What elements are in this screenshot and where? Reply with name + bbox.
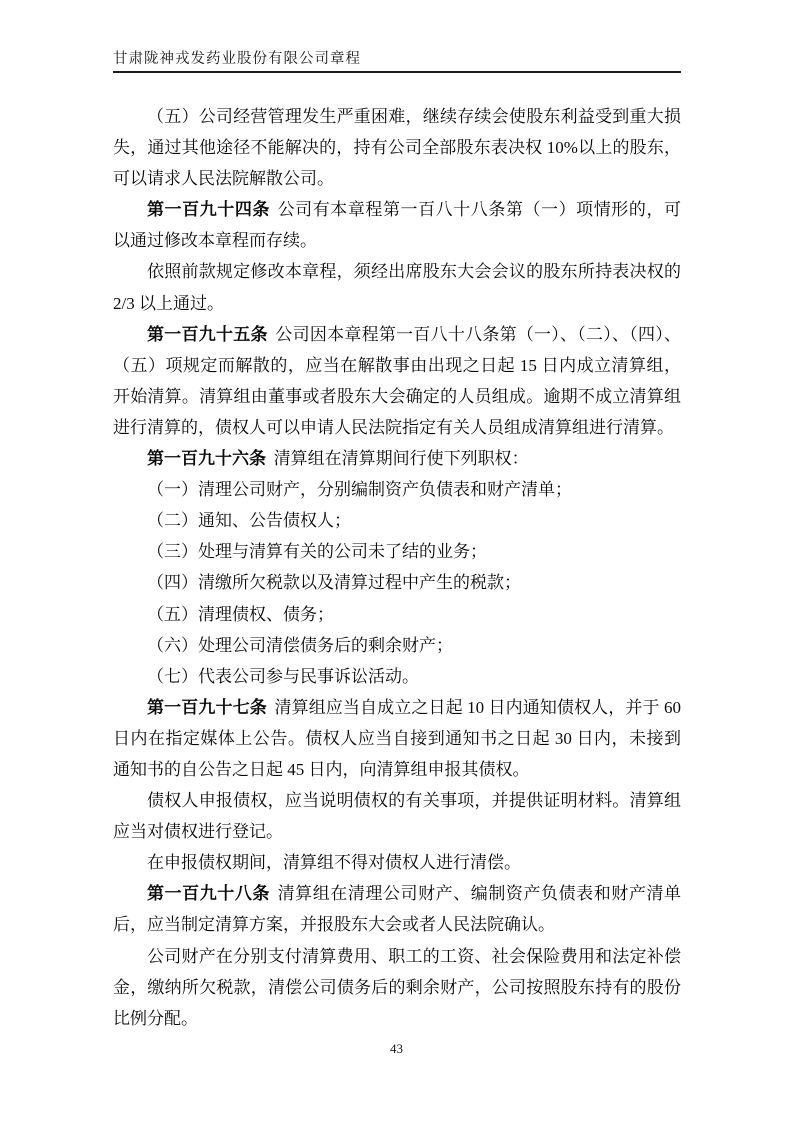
paragraph-text: （四）清缴所欠税款以及清算过程中产生的税款； <box>147 573 521 593</box>
article-number: 第一百九十七条 <box>147 697 267 717</box>
paragraph-text: （六）处理公司清偿债务后的剩余财产； <box>147 635 453 655</box>
paragraph <box>113 941 681 1034</box>
paragraph <box>113 101 681 194</box>
paragraph <box>113 878 681 940</box>
article-number: 第一百九十四条 <box>147 200 270 220</box>
paragraph-text: 清算组在清理公司财产、编制资产负债表和财产清单后，应当制定清算方案，并报股东大会或者人民法院确认。 <box>113 884 682 935</box>
paragraph-text: （五）清理债权、债务； <box>147 604 334 624</box>
article-number: 第一百九十六条 <box>147 449 266 469</box>
paragraph-text: 清算组在清算期间行使下列职权： <box>273 449 529 469</box>
page-header <box>113 0 681 73</box>
paragraph-text: 公司有本章程第一百八十八条第（一）项情形的，可以通过修改本章程而存续。 <box>113 200 682 251</box>
paragraph <box>113 443 681 474</box>
paragraph list-item <box>113 536 681 567</box>
paragraph-text: 清算组应当自成立之日起 10 日内通知债权人，并于 60 日内在指定媒体上公告。债权人应当自接到通知书之日起 30 日内，未接到通知书的自公告之日起 45 日内，向清算组申报其债权。 <box>113 697 682 779</box>
paragraph-text: 公司因本章程第一百八十八条第（一）、（二）、（四）、（五）项规定而解散的，应当在解散事由出现之日起 15 日内成立清算组，开始清算。清算组由董事或者股东大会确定的人员组成。逾期不成立清算组进行清算的，债权人可以申请人民法院指定有关人员组成清算组进行清算。 <box>113 324 682 437</box>
document-title: 甘肃陇神戎发药业股份有限公司章程 <box>113 51 361 67</box>
document-body <box>113 101 681 1034</box>
paragraph <box>113 319 681 443</box>
paragraph-text: 在申报债权期间，清算组不得对债权人进行清偿。 <box>147 853 521 873</box>
article-number: 第一百九十八条 <box>147 884 270 904</box>
paragraph-text: （二）通知、公告债权人； <box>147 511 351 531</box>
paragraph list-item <box>113 661 681 692</box>
paragraph list-item <box>113 599 681 630</box>
paragraph <box>113 847 681 878</box>
paragraph list-item <box>113 474 681 505</box>
paragraph-text: （五）公司经营管理发生严重困难，继续存续会使股东利益受到重大损失，通过其他途径不能解决的，持有公司全部股东表决权 10%以上的股东，可以请求人民法院解散公司。 <box>113 107 681 189</box>
paragraph list-item <box>113 505 681 536</box>
paragraph-text: 债权人申报债权，应当说明债权的有关事项，并提供证明材料。清算组应当对债权进行登记。 <box>113 791 681 842</box>
paragraph-text: （七）代表公司参与民事诉讼活动。 <box>147 666 419 686</box>
paragraph-text: 公司财产在分别支付清算费用、职工的工资、社会保险费用和法定补偿金，缴纳所欠税款，清偿公司债务后的剩余财产，公司按照股东持有的股份比例分配。 <box>113 946 681 1028</box>
paragraph <box>113 194 681 256</box>
page-number: 43 <box>390 1041 403 1056</box>
paragraph-text: （三）处理与清算有关的公司未了结的业务； <box>147 542 487 562</box>
paragraph <box>113 785 681 847</box>
paragraph-text: 依照前款规定修改本章程，须经出席股东大会会议的股东所持表决权的 2/3 以上通过。 <box>113 262 681 313</box>
paragraph <box>113 692 681 785</box>
paragraph list-item <box>113 630 681 661</box>
paragraph-text: （一）清理公司财产，分别编制资产负债表和财产清单； <box>147 480 572 500</box>
paragraph <box>113 256 681 318</box>
article-number: 第一百九十五条 <box>147 324 268 344</box>
paragraph list-item <box>113 567 681 598</box>
